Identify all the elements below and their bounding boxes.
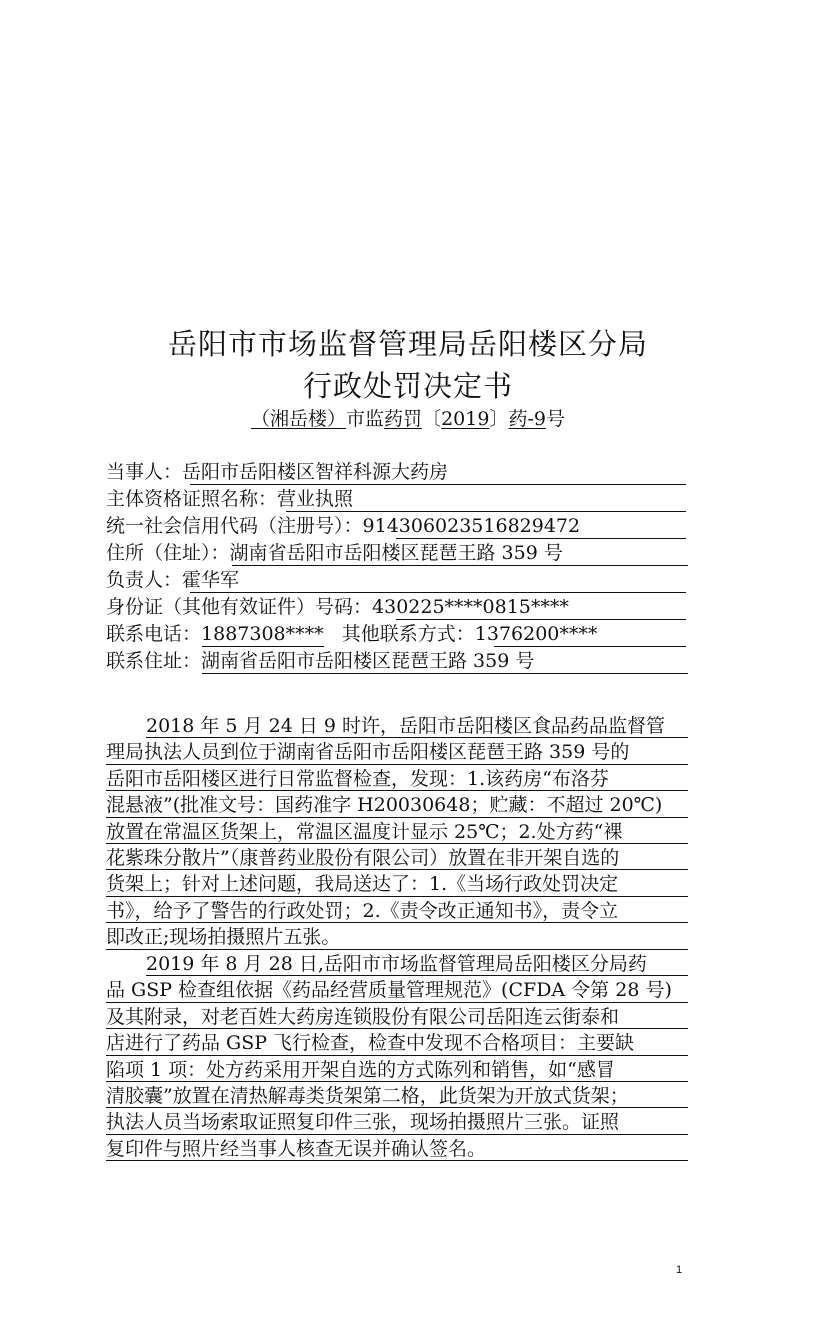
underline [494,646,686,647]
info-value: 岳阳市岳阳楼区智祥科源大药房 [182,461,449,483]
para1-line: 即改正;现场拍摄照片五张。 [106,924,688,950]
info-value: 湖南省岳阳市岳阳楼区琵琶王路 359 号 [229,542,563,564]
info-label: 身份证（其他有效证件）号码： [106,596,373,618]
para1-line: 岳阳市岳阳楼区进行日常监督检查，发现：1.该药房“布洛芬 [106,766,688,792]
docno-drug: 药罚 [384,408,423,430]
para2-line: 及其附录，对老百姓大药房连锁股份有限公司岳阳连云街泰和 [106,1004,688,1030]
info-value: 霍华军 [182,569,240,591]
info-manager [106,567,686,593]
paragraph-2 [106,951,688,1162]
paragraph-1 [106,713,688,951]
underline [202,646,324,647]
info-address [106,540,686,566]
info-label: 主体资格证照名称： [106,488,278,510]
underline [232,565,688,566]
info-credit-code [106,513,686,539]
docno-suffix: 号 [545,408,565,430]
document-number [0,404,816,431]
info-value: 914306023516829472 [362,515,581,537]
underline [286,511,686,512]
docno-year-close: 〕 [489,408,509,430]
info-label: 联系电话： [106,623,202,645]
docno-seq: 药-9 [508,408,546,430]
info-party [106,459,686,485]
para1-line: 2018 年 5 月 24 日 9 时许，岳阳市岳阳楼区食品药品监督管 [106,713,688,739]
info-value: 430225****0815**** [372,596,569,618]
document-title: 岳阳市市场监督管理局岳阳楼区分局 [167,327,648,361]
info-label-2: 其他联系方式： [341,623,475,645]
para2-line: 复印件与照片经当事人核查无误并确认签名。 [106,1136,688,1162]
underline [396,619,686,620]
info-license [106,486,686,512]
info-value: 1887308**** [201,623,324,645]
info-label: 住所（住址）： [106,542,230,564]
para1-line: 理局执法人员到位于湖南省岳阳市岳阳楼区琵琶王路 359 号的 [106,739,688,765]
para2-line: 店进行了药品 GSP 飞行检查，检查中发现不合格项目：主要缺 [106,1030,688,1056]
docno-year-open: 〔 [422,408,442,430]
docno-prefix: （湘岳楼） [251,408,347,430]
info-label: 负责人： [106,569,183,591]
info-label: 当事人： [106,461,183,483]
docno-middle: 市监 [346,408,385,430]
para2-line: 品 GSP 检查组依据《药品经营质量管理规范》(CFDA 令第 28 号) [106,977,688,1003]
underline [396,538,686,539]
para2-line: 2019 年 8 月 28 日,岳阳市市场监督管理局岳阳楼区分局药 [106,951,688,977]
info-value: 营业执照 [277,488,354,510]
para2-line: 清胶囊”放置在清热解毒类货架第二格，此货架为开放式货架； [106,1083,688,1109]
para1-line: 花紫珠分散片”（康普药业股份有限公司）放置在非开架自选的 [106,845,688,871]
document-subtitle: 行政处罚决定书 [302,369,513,403]
para1-line: 书》，给予了警告的行政处罚；2.《责令改正通知书》，责令立 [106,898,688,924]
info-contact-address [106,648,686,674]
underline [190,592,686,593]
docno-year: 2019 [441,408,490,430]
info-value: 湖南省岳阳市岳阳楼区琵琶王路 359 号 [201,650,535,672]
para1-line: 混悬液”(批准文号：国药准字 H20030648；贮藏：不超过 20℃) [106,792,688,818]
info-phone [106,621,686,647]
para2-line: 陷项 1 项：处方药采用开架自选的方式陈列和销售，如“感冒 [106,1057,688,1083]
underline [190,484,686,485]
info-value-2: 1376200**** [474,623,598,645]
para2-line: 执法人员当场索取证照复印件三张，现场拍摄照片三张。证照 [106,1109,688,1135]
page-number: 1 [676,1264,683,1276]
para1-line: 放置在常温区货架上，常温区温度计显示 25℃；2.处方药“裸 [106,819,688,845]
underline [202,673,688,674]
info-label: 联系住址： [106,650,202,672]
info-label: 统一社会信用代码（注册号）： [106,515,363,537]
info-id-number [106,594,686,620]
para1-line: 货架上；针对上述问题，我局送达了：1.《当场行政处罚决定 [106,871,688,897]
